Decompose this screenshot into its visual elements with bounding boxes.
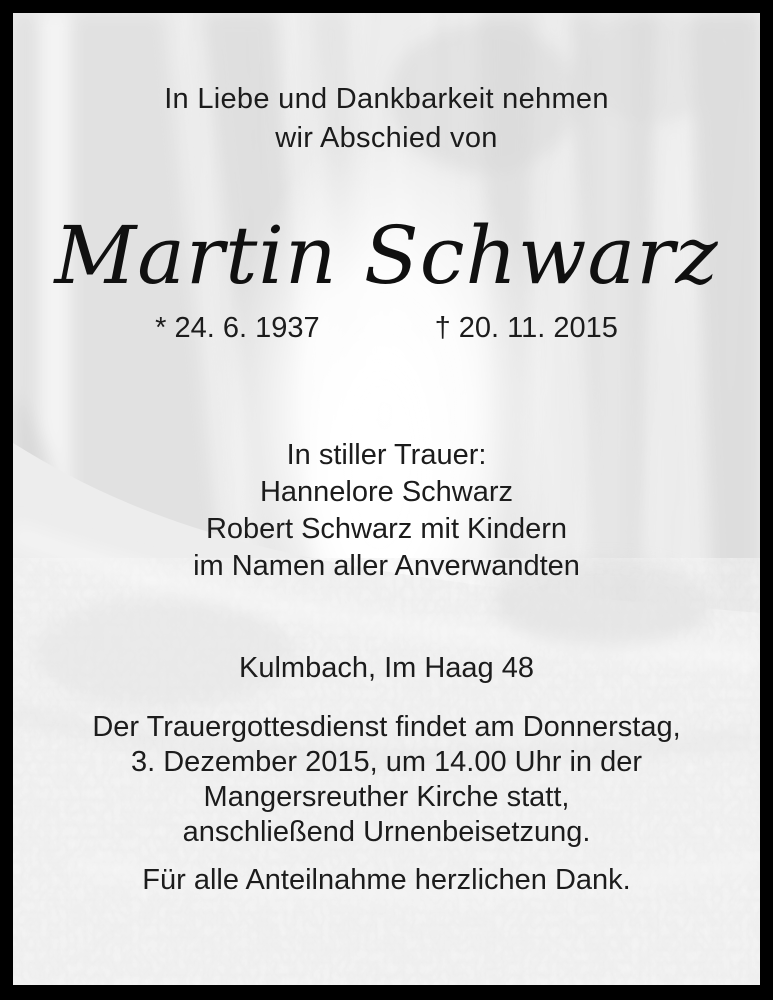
intro-line-1: In Liebe und Dankbarkeit nehmen [164, 83, 609, 115]
service-line: Der Trauergottesdienst findet am Donnerstag, [92, 711, 681, 743]
service-line: anschließend Urnenbeisetzung. [182, 816, 591, 848]
life-dates [0, 312, 773, 345]
service-line: Mangersreuther Kirche statt, [203, 781, 570, 813]
mourners-block [0, 437, 773, 585]
intro-text [0, 80, 773, 158]
deceased-name: Martin Schwarz [54, 209, 719, 302]
service-info [0, 710, 773, 850]
service-line: 3. Dezember 2015, um 14.00 Uhr in der [131, 746, 642, 778]
mourner-line: Robert Schwarz mit Kindern [205, 513, 568, 545]
mourner-line: Hannelore Schwarz [259, 476, 514, 508]
birth-date: * 24. 6. 1937 [155, 312, 320, 344]
intro-line-2: wir Abschied von [275, 122, 498, 154]
death-date: † 20. 11. 2015 [434, 312, 618, 344]
thanks-line: Für alle Anteilnahme herzlichen Dank. [142, 864, 631, 896]
mourners-heading: In stiller Trauer: [286, 439, 487, 471]
mourner-line: im Namen aller Anverwandten [193, 550, 580, 582]
address-line: Kulmbach, Im Haag 48 [239, 652, 534, 684]
